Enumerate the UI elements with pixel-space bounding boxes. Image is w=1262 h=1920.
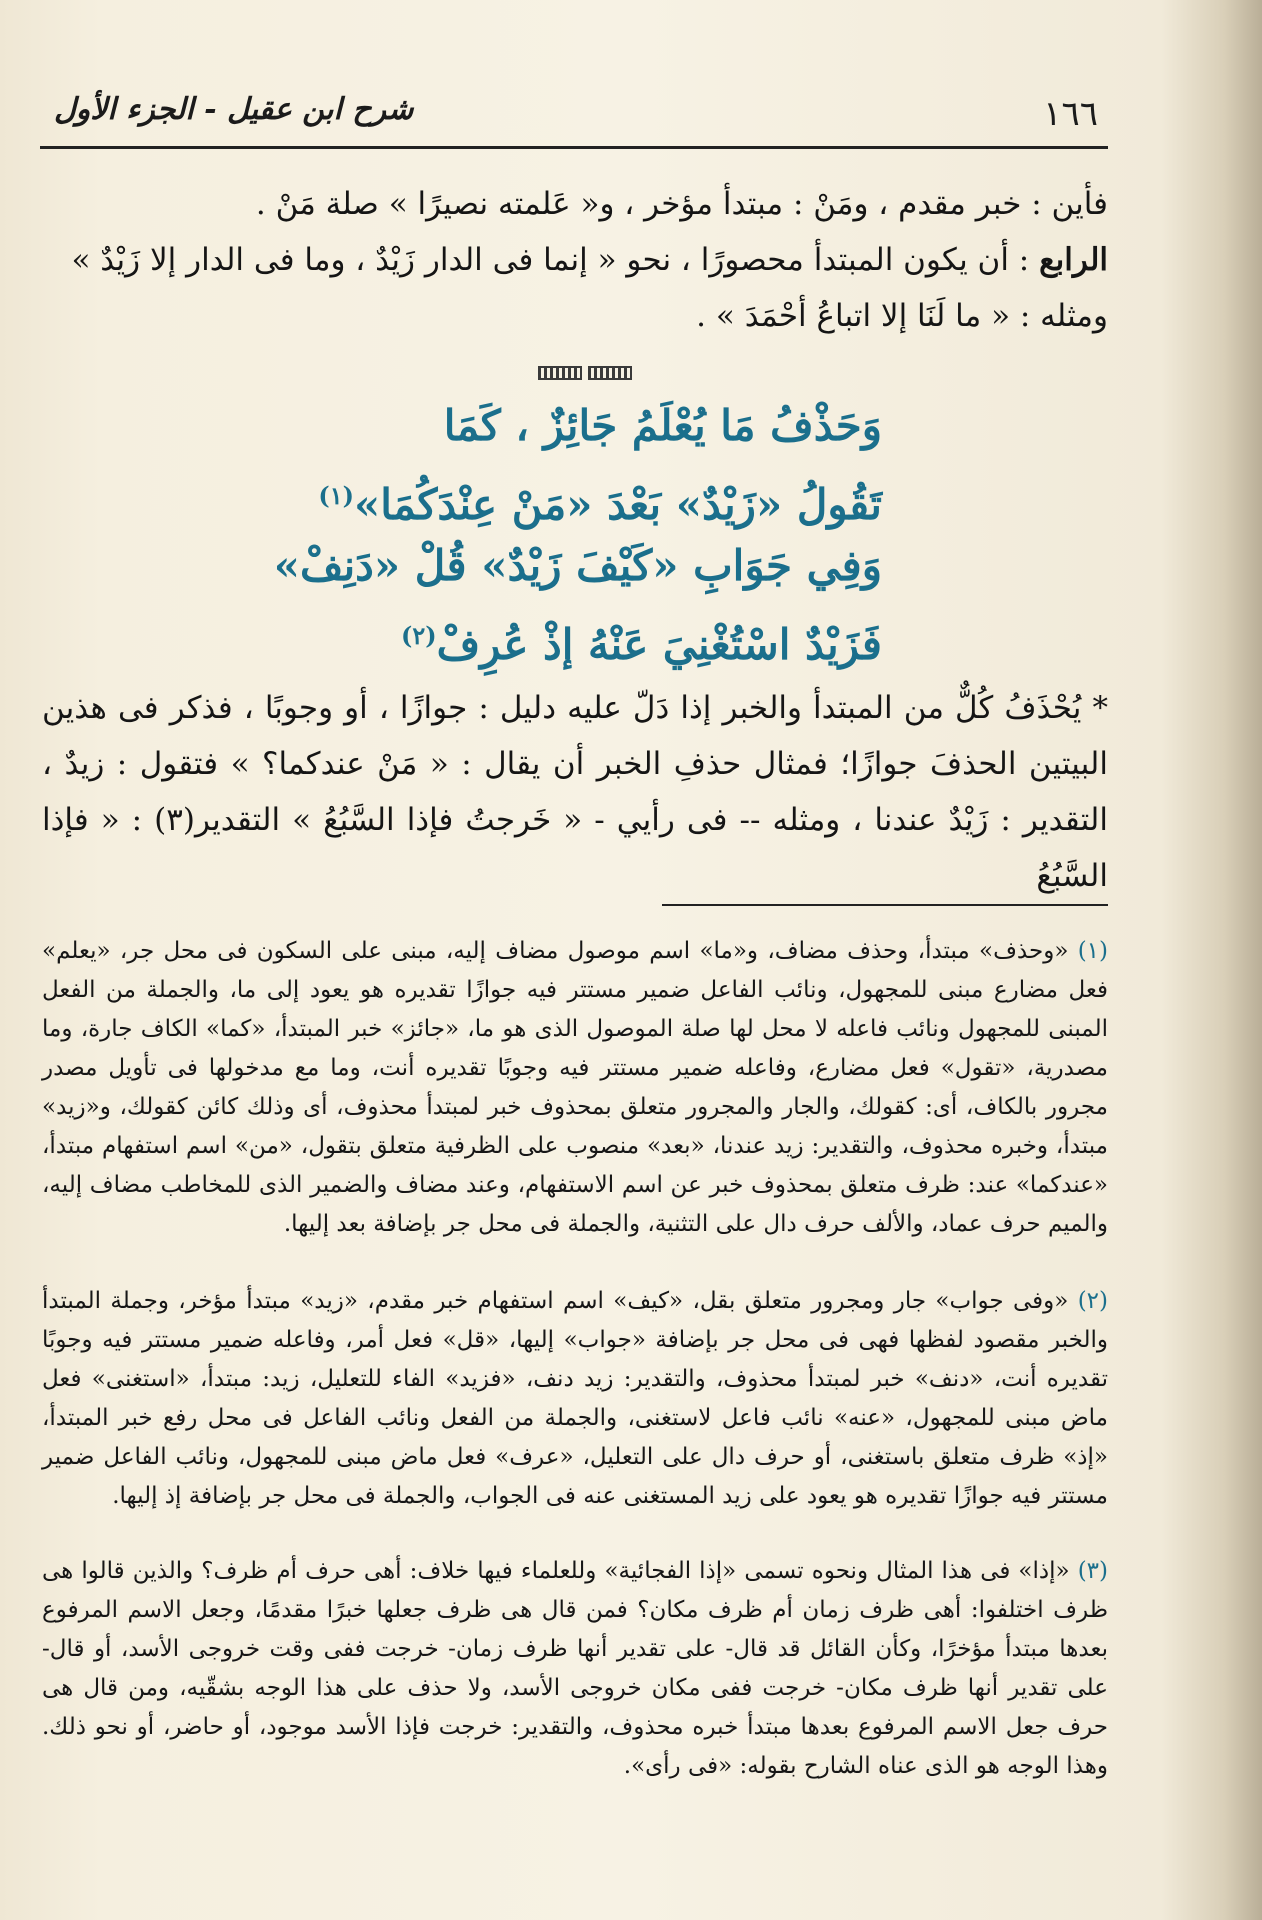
footnote-text: «وفى جواب» جار ومجرور متعلق بقل، «كيف» اسم استفهام خبر مقدم، «زيد» مبتدأ مؤخر، وجملة المبتدأ والخبر مقصود لفظها فهى فى محل جر بإضافة «جواب» إليها، «قل» فعل أمر، وفاعله ضمير مستتر فيه وجوبًا تقديره أنت، «دنف» خبر لمبتدأ محذوف، والتقدير: زيد دنف، «فزيد» الفاء للتعليل، زيد: مبتدأ، «استغنى» فعل ماض مبنى للمجهول، «عنه» نائب فاعل لاستغنى، والجملة من الفعل ونائب الفاعل فى محل رفع خبر المبتدأ، «إذ» ظرف متعلق باستغنى، أو حرف دال على التعليل، «عرف» فعل ماض مبنى للمجهول، ونائب الفاعل ضمير مستتر فيه جوازًا تقديره هو يعود على زيد المستغنى عنه فى الجواب، والجملة فى محل جر بإضافة إذ إليها. xyxy=(42,1288,1108,1509)
footnote-text: «وحذف» مبتدأ، وحذف مضاف، و«ما» اسم موصول مضاف إليه، مبنى على السكون فى محل جر، «يعلم» فعل مضارع مبنى للمجهول، ونائب الفاعل ضمير مستتر فيه جوازًا تقديره هو يعود إلى ما، والجملة من الفعل المبنى للمجهول ونائب فاعله لا محل لها صلة الموصول الذى هو ما، «جائز» خبر المبتدأ، «كما» الكاف جارة، وما مصدرية، «تقول» فعل مضارع، وفاعله ضمير مستتر فيه وجوبًا تقديره أنت، وما مع مدخولها فى تأويل مصدر مجرور بالكاف، أى: كقولك، والجار والمجرور متعلق بمحذوف خبر لمبتدأ محذوف، أى وذلك كائن كقولك، و«زيد» مبتدأ، وخبره محذوف، والتقدير: زيد عندنا، «بعد» منصوب على الظرفية متعلق بتقول، «من» اسم استفهام مبتدأ، «عندكما» عند: ظرف متعلق بمحذوف خبر عن اسم الاستفهام، وعند مضاف والضمير الذى للمخاطب مضاف إليه، والميم حرف عماد، والألف حرف دال على التثنية، والجملة فى محل جر بإضافة بعد إليها. xyxy=(42,938,1108,1237)
verse-text: وَفِي جَوَابِ «كَيْفَ زَيْدٌ» قُلْ «دَنِفْ» xyxy=(273,541,882,590)
footnote-1 xyxy=(42,932,1108,1244)
ornament-divider xyxy=(538,366,632,380)
body-line: ومثله : « ما لَنَا إلا اتباعُ أحْمَدَ » . xyxy=(696,298,1108,334)
verse-note-ref: (٢) xyxy=(401,621,437,650)
verse-text: فَزَيْدٌ اسْتُغْنِيَ عَنْهُ إذْ عُرِفْ xyxy=(436,620,882,669)
verse-note-ref: (١) xyxy=(318,481,355,510)
running-title: شرح ابن عقيل - الجزء الأول xyxy=(54,92,414,127)
verse-line-3 xyxy=(274,536,882,596)
header-rule xyxy=(40,146,1108,149)
verse-line-2 xyxy=(318,466,882,535)
body-line xyxy=(42,232,1108,288)
footnote-text: «إذا» فى هذا المثال ونحوه تسمى «إذا الفجائية» وللعلماء فيها خلاف: أهى حرف أم ظرف؟ والذين قالوا هى ظرف اختلفوا: أهى ظرف زمان أم ظرف مكان؟ فمن قال هى ظرف جعلها خبرًا مقدمًا، وجعل الاسم المرفوع بعدها مبتدأ مؤخرًا، وكأن القائل قد قال- على تقدير أنها ظرف زمان- خرجت ففى وقت خروجى الأسد، أو قال- على تقدير أنها ظرف مكان- خرجت ففى مكان خروجى الأسد، ولا حذف على هذا الوجه بشقّيه، ومن قال هى حرف جعل الاسم المرفوع بعدها مبتدأ خبره محذوف، والتقدير: خرجت فإذا الأسد موجود، أو حاضر، أو نحو ذلك. وهذا الوجه هو الذى عناه الشارح بقوله: «فى رأى». xyxy=(42,1558,1108,1779)
verse-text: تَقُولُ «زَيْدٌ» بَعْدَ «مَنْ عِنْدَكُمَا» xyxy=(354,480,882,529)
verse-line-1 xyxy=(444,396,882,456)
footnote-3 xyxy=(42,1552,1108,1786)
body-top xyxy=(42,176,1108,344)
section-label: الرابع xyxy=(1039,242,1108,278)
commentary xyxy=(42,680,1108,904)
body-line-rest: : أن يكون المبتدأ محصورًا ، نحو « إنما فى الدار زَيْدٌ ، وما فى الدار إلا زَيْدٌ » xyxy=(71,242,1040,278)
footnote-rule xyxy=(662,904,1108,906)
footnote-2 xyxy=(42,1282,1108,1516)
verse-line-4 xyxy=(401,606,882,675)
commentary-text: * يُحْذَفُ كُلٌّ من المبتدأ والخبر إذا دَلّ عليه دليل : جوازًا ، أو وجوبًا ، فذكر فى هذين البيتين الحذفَ جوازًا؛ فمثال حذفِ الخبر أن يقال : « مَنْ عندكما؟ » فتقول : زيدٌ ، التقدير : زَيْدٌ عندنا ، ومثله -- فى رأيي - « خَرجتُ فإذا السَّبُعُ » التقدير(٣) : « فإذا السَّبُعُ xyxy=(42,690,1108,894)
body-line: فأين : خبر مقدم ، ومَنْ : مبتدأ مؤخر ، و« عَلمته نصيرًا » صلة مَنْ . xyxy=(255,186,1108,222)
page-number: ١٦٦ xyxy=(1043,94,1098,134)
footnote-number: (١) xyxy=(1077,938,1109,964)
footnote-number: (٢) xyxy=(1077,1288,1109,1314)
page-header xyxy=(40,88,1108,144)
verse-text: وَحَذْفُ مَا يُعْلَمُ جَائِزٌ ، كَمَا xyxy=(443,401,882,450)
footnote-number: (٣) xyxy=(1077,1558,1109,1584)
